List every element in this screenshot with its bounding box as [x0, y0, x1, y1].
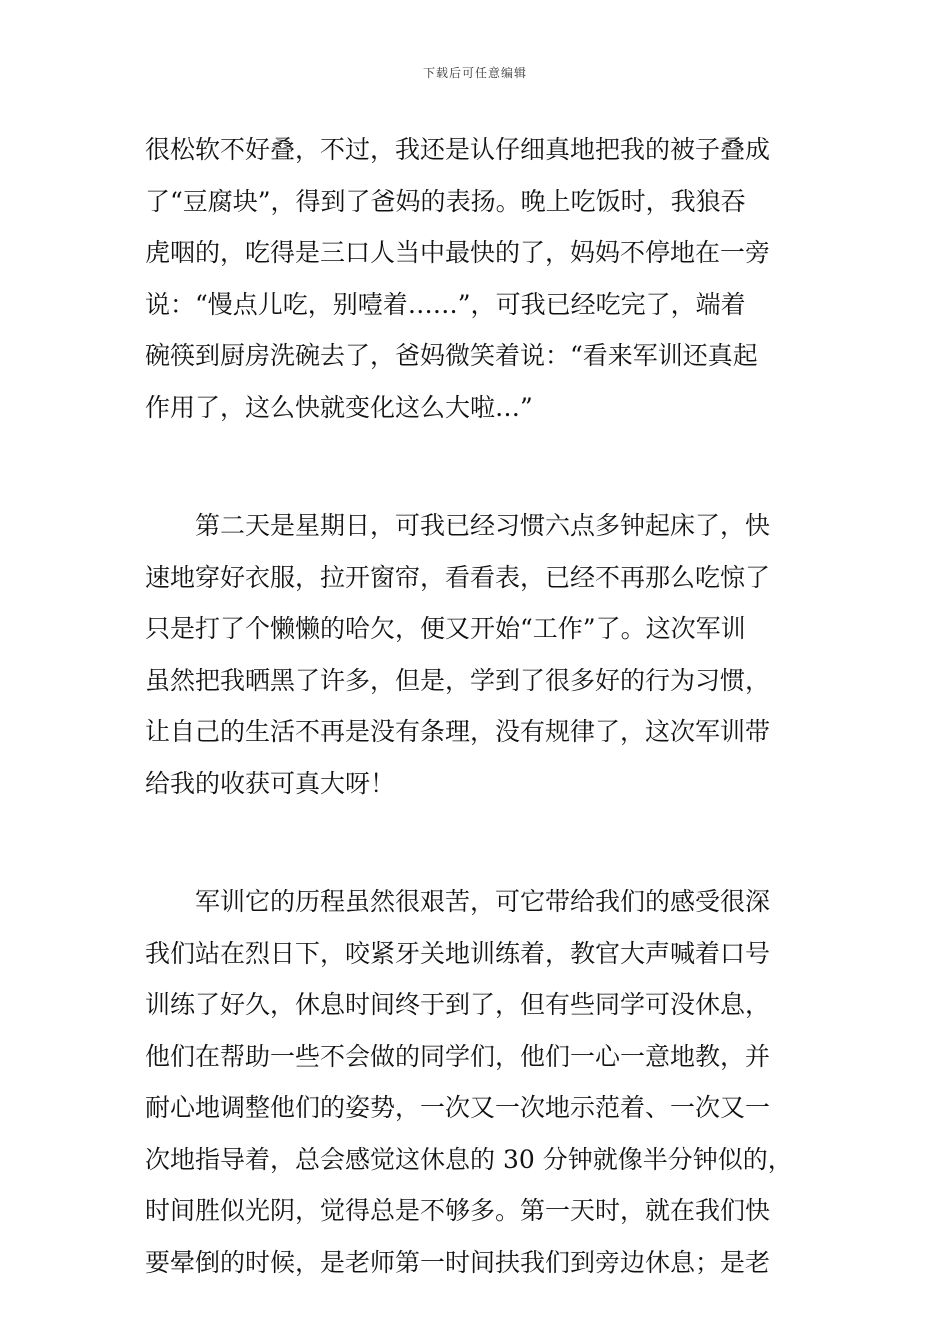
- text-line: 虎咽的，吃得是三口人当中最快的了，妈妈不停地在一旁: [145, 238, 771, 267]
- text-line: 我们站在烈日下，咬紧牙关地训练着，教官大声喊着口号: [145, 938, 771, 968]
- text-line: 军训它的历程虽然很艰苦，可它带给我们的感受很深: [145, 887, 771, 916]
- text-line: 要晕倒的时候，是老师第一时间扶我们到旁边休息；是老: [145, 1247, 771, 1277]
- page-header: 下载后可任意编辑: [422, 66, 527, 80]
- paragraph-1: [145, 124, 810, 433]
- text-line: 给我的收获可真大呀！: [145, 768, 396, 798]
- text-line: 作用了，这么快就变化这么大啦…”: [145, 392, 533, 422]
- text-line: 他们在帮助一些不会做的同学们，他们一心一意地教，并: [145, 1041, 771, 1071]
- text-line: 很松软不好叠，不过，我还是认仔细真地把我的被子叠成: [145, 135, 771, 164]
- document-body: [145, 124, 810, 1288]
- text-line: 让自己的生活不再是没有条理，没有规律了，这次军训带: [145, 717, 771, 746]
- text-line: 说：“慢点儿吃，别噎着……”，可我已经吃完了，端着: [145, 289, 746, 319]
- paragraph-gap: [145, 809, 810, 876]
- text-line: 只是打了个懒懒的哈欠，便又开始“工作”了。这次军训: [145, 614, 746, 643]
- paragraph-gap: [145, 433, 810, 500]
- text-line: 第二天是星期日，可我已经习惯六点多钟起床了，快: [145, 511, 771, 540]
- text-line: 了“豆腐块”，得到了爸妈的表扬。晚上吃饭时，我狼吞: [145, 186, 746, 216]
- text-line: 时间胜似光阴，觉得总是不够多。第一天时，就在我们快: [145, 1196, 771, 1225]
- text-line: 虽然把我晒黑了许多，但是，学到了很多好的行为习惯，: [145, 665, 771, 695]
- text-line: 次地指导着，总会感觉这休息的 30 分钟就像半分钟似的，: [145, 1144, 793, 1174]
- text-line: 碗筷到厨房洗碗去了，爸妈微笑着说：“看来军训还真起: [145, 341, 758, 370]
- text-line: 速地穿好衣服，拉开窗帘，看看表，已经不再那么吃惊了: [145, 562, 771, 592]
- paragraph-3: [145, 876, 810, 1288]
- paragraph-2: [145, 500, 810, 809]
- text-line: 耐心地调整他们的姿势，一次又一次地示范着、一次又一: [145, 1093, 771, 1122]
- text-line: 训练了好久，休息时间终于到了，但有些同学可没休息，: [145, 990, 771, 1019]
